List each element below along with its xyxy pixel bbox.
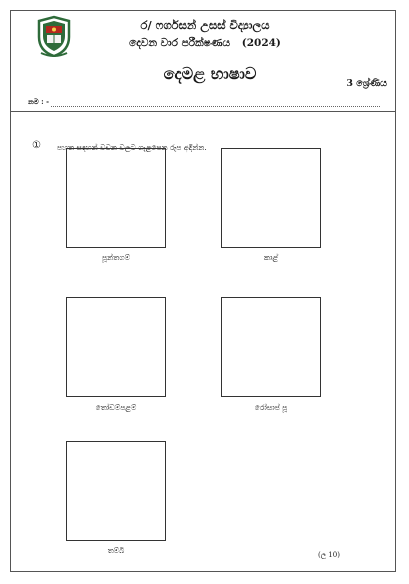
drawing-caption: තම්බි	[107, 546, 125, 555]
exam-year: (2024)	[241, 37, 281, 49]
drawing-box[interactable]	[66, 297, 166, 397]
question-number: ①	[32, 140, 41, 151]
question-instruction: පහත සඳහන් වචන වලට ගැළපෙන රූප අඳින්න.	[57, 143, 207, 152]
drawing-box[interactable]	[66, 148, 166, 248]
drawing-box[interactable]	[221, 297, 321, 397]
drawing-caption: රෝසාප් පූ	[254, 403, 288, 412]
name-field[interactable]	[51, 99, 380, 107]
marks-label: (ල 10)	[318, 551, 340, 559]
name-row	[28, 97, 380, 107]
exam-name: දෙවන වාර පරීක්ෂණය	[129, 37, 231, 49]
name-label: නම : -	[28, 97, 50, 106]
exam-title	[80, 37, 330, 50]
drawing-caption: තෝඩම්පළම්	[95, 403, 137, 412]
drawing-box[interactable]	[221, 148, 321, 248]
separator-line	[10, 111, 396, 112]
school-crest-icon	[37, 15, 71, 57]
drawing-box[interactable]	[66, 441, 166, 541]
drawing-caption: පූන්තගම්	[101, 253, 130, 262]
grade-label: 3 ශ්‍රේණිය	[346, 78, 387, 89]
school-name: ර/ ෆර්ගසන් උසස් විද්‍යාලය	[140, 18, 270, 32]
subject-title: දෙමළ භාෂාව	[163, 64, 257, 83]
drawing-caption: කාළ්	[263, 253, 279, 262]
